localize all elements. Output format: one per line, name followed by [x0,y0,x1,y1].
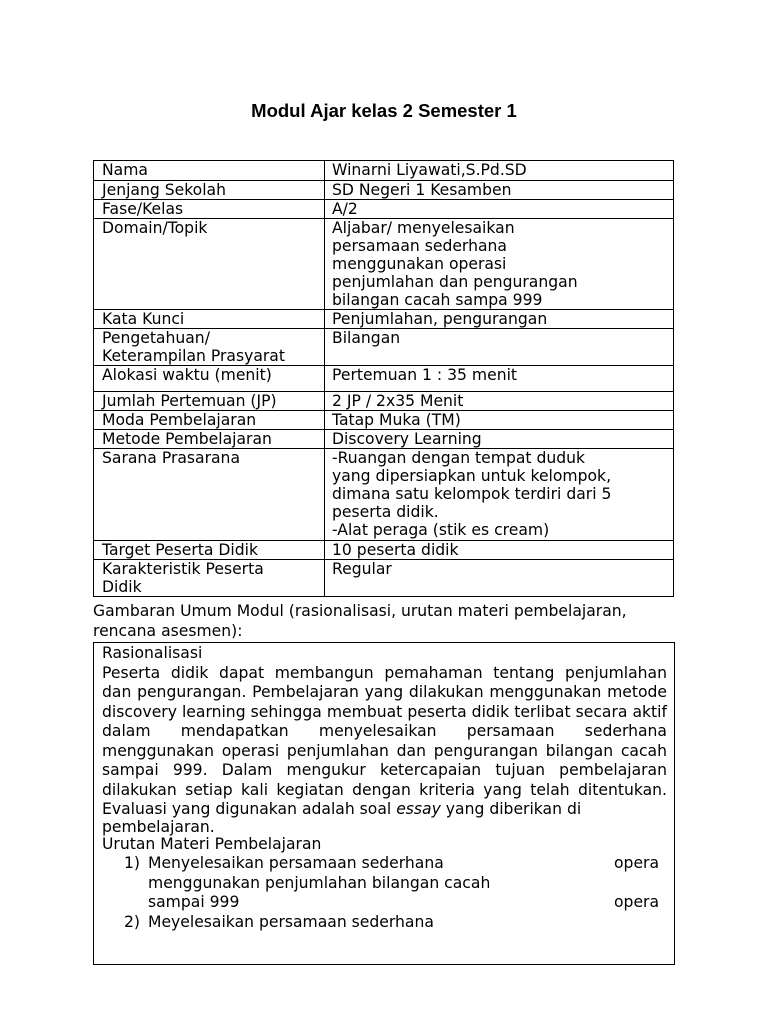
rationale-text-main: Peserta didik dapat membangun pemahaman tentang penjumlahan dan pengurangan. Pembelajaran yang dilakukan menggunakan metode discovery learning sehingga membuat peserta didik terlibat secara aktif dalam mendapatkan menyelesaikan persamaan sederhana menggunakan operasi penjumlahan dan pengurangan bilangan cacah sampai 999. Dalam mengukur ketercapaian tujuan pembelajaran dilakukan setiap kali kegiatan dengan kriteria yang telah ditentukan. Evaluasi yang digunakan adalah soal [102,663,667,818]
row-value: Tatap Muka (TM) [325,411,674,430]
table-row [94,430,674,449]
table-row [94,392,674,411]
row-label: Target Peserta Didik [94,541,325,560]
row-label: Alokasi waktu (menit) [94,366,325,392]
rationale-text [102,664,667,835]
row-label: Fase/Kelas [94,200,325,219]
row-label: Kata Kunci [94,310,325,329]
row-label: Moda Pembelajaran [94,411,325,430]
table-row [94,219,674,310]
module-info-table [93,160,674,597]
row-value: Regular [325,560,674,597]
row-label: Domain/Topik [94,219,325,310]
row-value: SD Negeri 1 Kesamben [325,181,674,200]
list-number: 1) [124,854,141,872]
overview-heading: Gambaran Umum Modul (rasionalisasi, urutan materi pembelajaran, rencana asesmen): [93,602,627,640]
list-item [102,854,667,913]
rationale-text-last: pembelajaran. [102,817,215,836]
row-value: Penjumlahan, pengurangan [325,310,674,329]
sequence-label: Urutan Materi Pembelajaran [102,834,322,853]
list-item-text: Meyelesaikan persamaan sederhana [148,912,434,931]
row-value: Pertemuan 1 : 35 menit [325,366,674,392]
table-row [94,161,674,181]
table-row [94,181,674,200]
rationale-text-tail: yang diberikan di [440,800,582,818]
rationale-text-italic: essay [396,800,441,818]
table-row [94,541,674,560]
overview-box [93,642,675,965]
row-label: Metode Pembelajaran [94,430,325,449]
table-row [94,310,674,329]
list-item [102,913,667,933]
list-item-text: Menyelesaikan persamaan sederhana menggunakan penjumlahan bilangan cacah sampai 999 [148,854,491,911]
row-label: Jumlah Pertemuan (JP) [94,392,325,411]
row-value: Winarni Liyawati,S.Pd.SD [325,161,674,181]
row-value: -Ruangan dengan tempat duduk yang dipersiapkan untuk kelompok, dimana satu kelompok terdiri dari 5 peserta didik. -Alat peraga (stik es cream) [325,449,674,541]
row-value: Discovery Learning [325,430,674,449]
list-number: 2) [124,912,141,931]
row-label: Jenjang Sekolah [94,181,325,200]
materi-list [102,854,667,932]
row-value: 10 peserta didik [325,541,674,560]
row-value: Aljabar/ menyelesaikan persamaan sederhana menggunakan operasi penjumlahan dan pengurangan bilangan cacah sampa 999 [325,219,674,310]
table-row [94,411,674,430]
row-value: A/2 [325,200,674,219]
table-row [94,449,674,541]
row-label: Nama [94,161,325,181]
row-label: Sarana Prasarana [94,449,325,541]
page-title: Modul Ajar kelas 2 Semester 1 [251,100,517,121]
table-row [94,329,674,366]
row-value: Bilangan [325,329,674,366]
table-row [94,366,674,392]
list-item-side-text: opera [614,854,659,872]
table-row [94,200,674,219]
row-label: Karakteristik Peserta Didik [94,560,325,597]
table-row [94,560,674,597]
row-value: 2 JP / 2x35 Menit [325,392,674,411]
list-item-side-text: opera [614,893,659,911]
rationale-label: Rasionalisasi [102,644,203,662]
row-label: Pengetahuan/ Keterampilan Prasyarat [94,329,325,366]
